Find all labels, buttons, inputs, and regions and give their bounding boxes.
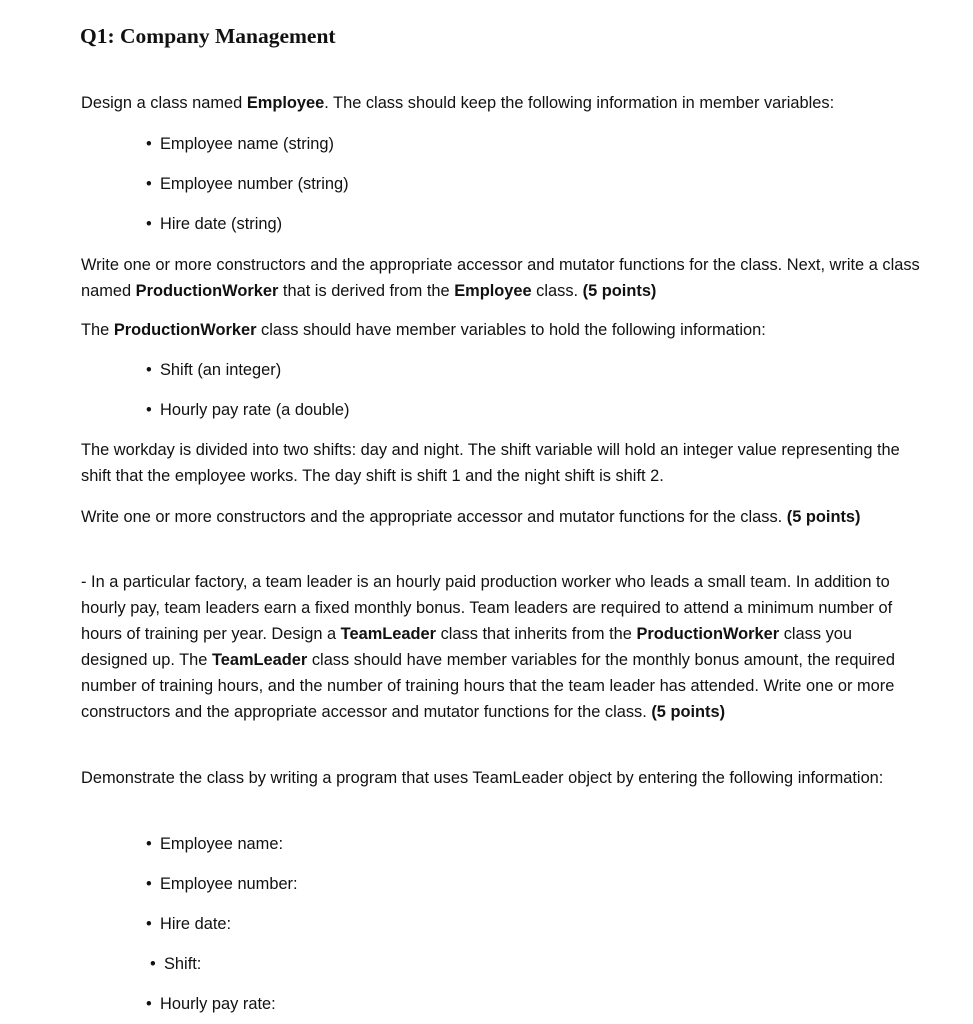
list-item [150,952,201,976]
list-item [146,832,283,856]
text: - In a particular factory, a team leader is an hourly paid production worker who leads a small team. In addition to hourly pay, team leaders earn a fixed monthly bonus. Team leaders are required to attend a minimum number of hours of training per year. Design a [81,573,893,643]
list-item-label: Shift: [164,955,202,973]
list-item-label: Shift (an integer) [160,361,282,379]
text: class should have member variables for the monthly bonus amount, the required number of training hours, and the number of training hours that the team leader has attended. Write one or more constructors and the appropriate accessor and mutator functions for the class. [81,651,895,721]
list-item [146,992,276,1016]
text: class that inherits from the [436,625,637,643]
text: class. [531,282,583,300]
bullet-icon: • [146,875,152,893]
list-item-label: Employee name: [160,835,283,853]
bullet-icon: • [146,995,152,1013]
bold-class-name: TeamLeader [211,651,308,669]
question-title: Q1: Company Management [80,24,336,48]
bullet-icon: • [146,401,152,419]
list-item-label: Employee number: [160,875,298,893]
text: that is derived from the [278,282,455,300]
paragraph-employee-intro [81,90,921,116]
list-item-label: Employee number (string) [160,175,349,193]
paragraph-team-leader [81,569,921,725]
paragraph-production-worker [81,252,921,304]
bullet-icon: • [150,955,156,973]
bold-class-name: ProductionWorker [135,282,279,300]
text: The [81,321,114,339]
text: class should have member variables to hold the following information: [256,321,766,339]
text: class you designed up. The [81,625,853,669]
bold-class-name: Employee [246,94,325,112]
bullet-icon: • [146,215,152,233]
list-item [146,872,298,896]
paragraph-demonstrate: Demonstrate the class by writing a program that uses TeamLeader object by entering the following information: [81,769,884,787]
bullet-icon: • [146,175,152,193]
text: Write one or more constructors and the appropriate accessor and mutator functions for the class. Next, write a class named [81,256,920,300]
list-item [146,212,282,236]
list-item-label: Hire date (string) [160,215,283,233]
list-item [146,912,231,936]
list-item [146,398,350,422]
list-item [146,132,334,156]
bold-class-name: Employee [454,282,532,300]
list-item-label: Hire date: [160,915,232,933]
bullet-icon: • [146,915,152,933]
list-item [146,358,281,382]
list-item-label: Hourly pay rate (a double) [160,401,350,419]
bullet-icon: • [146,361,152,379]
bold-class-name: ProductionWorker [113,321,257,339]
bold-class-name: ProductionWorker [636,625,780,643]
text: Design a class named [81,94,247,112]
text: Write one or more constructors and the appropriate accessor and mutator functions for the class. [81,508,787,526]
list-item-label: Employee name (string) [160,135,334,153]
bold-class-name: TeamLeader [340,625,437,643]
points-label: (5 points) [651,703,726,721]
points-label: (5 points) [582,282,657,300]
bullet-icon: • [146,835,152,853]
paragraph-constructors [81,504,921,530]
list-item [146,172,349,196]
paragraph-production-worker-members [81,317,921,343]
list-item-label: Hourly pay rate: [160,995,276,1013]
paragraph-shifts: The workday is divided into two shifts: day and night. The shift variable will hold an integer value representing the shift that the employee works. The day shift is shift 1 and the night shift is shift 2. [81,441,900,485]
points-label: (5 points) [786,508,861,526]
bullet-icon: • [146,135,152,153]
text: . The class should keep the following information in member variables: [324,94,835,112]
